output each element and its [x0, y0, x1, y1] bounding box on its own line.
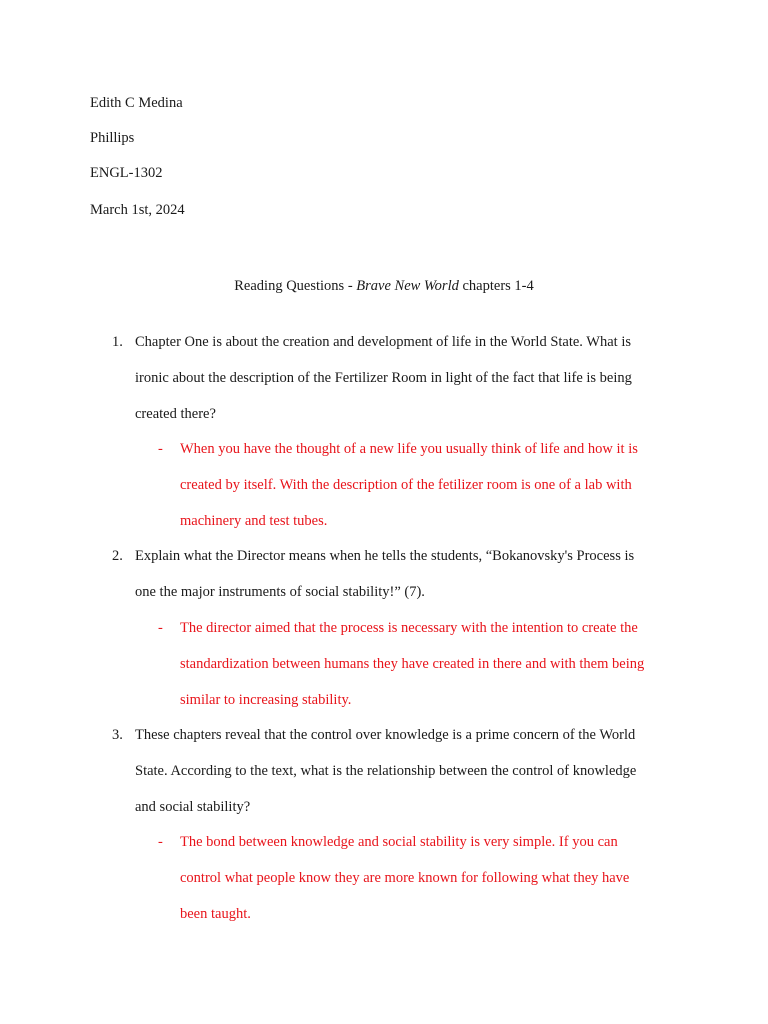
question-number: 1. [112, 334, 123, 350]
answer-text [180, 824, 670, 932]
question-number: 3. [112, 727, 123, 743]
answer-line: machinery and test tubes. [180, 513, 328, 529]
question-line: and social stability? [135, 799, 251, 815]
title-prefix: Reading Questions - [234, 278, 357, 294]
question-line: State. According to the text, what is the relationship between the control of knowledge [135, 763, 637, 779]
answer-line: The bond between knowledge and social stability is very simple. If you can [180, 834, 618, 850]
question-line: Chapter One is about the creation and development of life in the World State. What is [135, 334, 631, 350]
answer-line: similar to increasing stability. [180, 692, 352, 708]
answer-dash: - [158, 441, 163, 457]
answer-dash: - [158, 620, 163, 636]
answer-dash: - [158, 834, 163, 850]
answer-line: been taught. [180, 906, 251, 922]
question-line: Explain what the Director means when he tells the students, “Bokanovsky's Process is [135, 548, 635, 564]
student-name: Edith C Medina [90, 95, 183, 111]
question-number: 2. [112, 548, 123, 564]
answer-text [180, 610, 670, 718]
question-text [135, 538, 665, 610]
question-line: These chapters reveal that the control over knowledge is a prime concern of the World [135, 727, 636, 743]
question-text [135, 324, 665, 432]
question-line: one the major instruments of social stability!” (7). [135, 584, 425, 600]
answer-line: created by itself. With the description of the fetilizer room is one of a lab with [180, 477, 632, 493]
title-book: Brave New World [356, 278, 459, 294]
answer-line: standardization between humans they have created in there and with them being [180, 656, 645, 672]
answer-line: control what people know they are more known for following what they have [180, 870, 630, 886]
answer-line: The director aimed that the process is necessary with the intention to create the [180, 620, 638, 636]
question-line: created there? [135, 406, 216, 422]
question-line: ironic about the description of the Fertilizer Room in light of the fact that life is being [135, 370, 632, 386]
question-text [135, 717, 665, 825]
answer-text [180, 431, 670, 539]
answer-line: When you have the thought of a new life you usually think of life and how it is [180, 441, 638, 457]
course-code: ENGL-1302 [90, 165, 163, 181]
document-title [0, 277, 768, 295]
title-suffix: chapters 1-4 [458, 278, 534, 294]
submission-date: March 1st, 2024 [90, 202, 185, 218]
instructor-name: Phillips [90, 130, 135, 146]
